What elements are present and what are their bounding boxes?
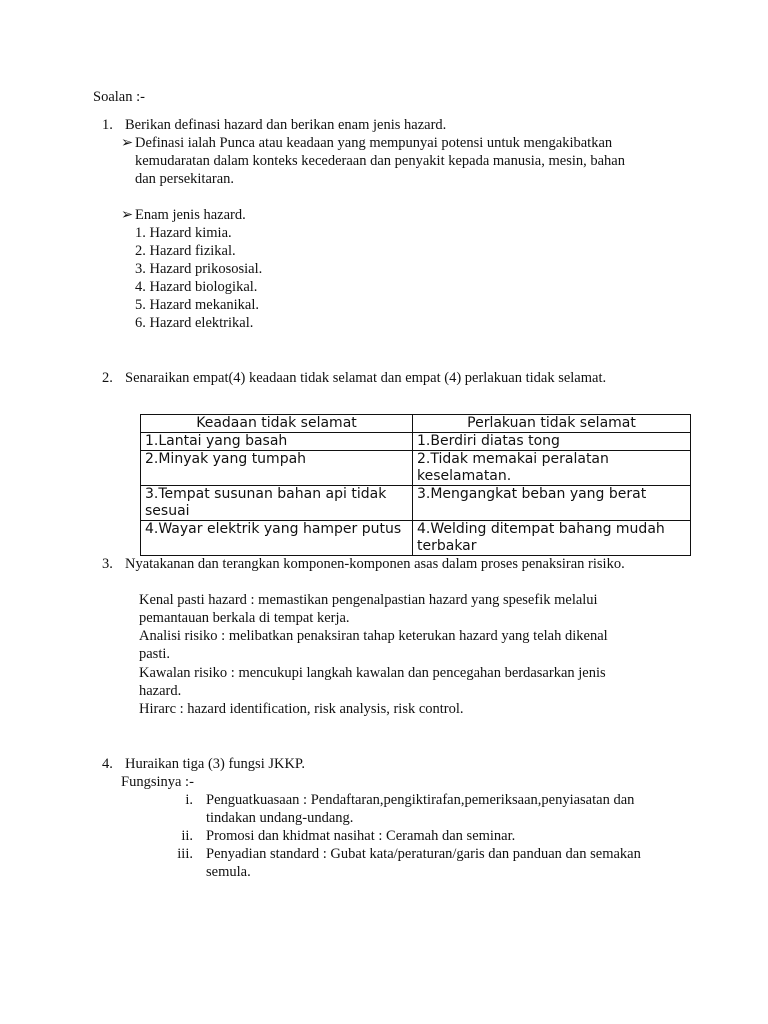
arrow-bullet-icon: ➢ [121,135,134,151]
hazard-list-item: 3. Hazard prikososial. [135,261,263,277]
q1-bullet-types [121,206,246,224]
q1-bullet-definition [121,134,612,152]
q3-line: pemantauan berkala di tempat kerja. [139,610,350,626]
q3-line: Kawalan risiko : mencukupi langkah kawalan dan pencegahan berdasarkan jenis [139,665,606,681]
table-cell: 1.Berdiri diatas tong [413,433,691,451]
q3-line: hazard. [139,683,182,699]
q4-subheading: Fungsinya :- [121,774,194,790]
q3-line: pasti. [139,646,171,662]
q4-item-line: Penyadian standard : Gubat kata/peraturan/garis dan panduan dan semakan [206,846,641,862]
q4-item-line: Penguatkuasaan : Pendaftaran,pengiktirafan,pemeriksaan,penyiasatan dan [206,792,635,808]
table-cell: 3.Tempat susunan bahan api tidak sesuai [141,486,413,521]
table-cell: 2.Tidak memakai peralatan keselamatan. [413,451,691,486]
q4-item-line: tindakan undang-undang. [206,810,354,826]
table-row [141,451,691,486]
table-row [141,433,691,451]
hazard-list-item: 2. Hazard fizikal. [135,243,236,259]
q3-question: Nyatakanan dan terangkan komponen-komponen asas dalam proses penaksiran risiko. [125,556,625,572]
q2-question: Senaraikan empat(4) keadaan tidak selamat dan empat (4) perlakuan tidak selamat. [125,370,607,386]
q4-question: Huraikan tiga (3) fungsi JKKP. [125,756,306,772]
hazard-list-item: 6. Hazard elektrikal. [135,315,254,331]
page-heading: Soalan :- [93,89,145,105]
q4-item-line: Promosi dan khidmat nasihat : Ceramah dan seminar. [206,828,516,844]
unsafe-conditions-table [140,414,691,556]
table-cell: 4.Wayar elektrik yang hamper putus [141,521,413,556]
q3-line: Kenal pasti hazard : memastikan pengenalpastian hazard yang spesefik melalui [139,592,598,608]
q1-definition-line-2: kemudaratan dalam konteks kecederaan dan penyakit kepada manusia, mesin, bahan [135,153,625,169]
q1-question: Berikan definasi hazard dan berikan enam jenis hazard. [125,117,447,133]
q1-definition-line-1: Definasi ialah Punca atau keadaan yang mempunyai potensi untuk mengakibatkan [135,135,613,151]
table-cell: 3.Mengangkat beban yang berat [413,486,691,521]
hazard-list-item: 5. Hazard mekanikal. [135,297,260,313]
q3-line: Hirarc : hazard identification, risk analysis, risk control. [139,701,464,717]
arrow-bullet-icon: ➢ [121,207,134,223]
table-row [141,486,691,521]
q4-item-number: ii. [181,828,193,844]
q2-number: 2. [102,370,113,386]
table-cell: 1.Lantai yang basah [141,433,413,451]
table-header-row [141,415,691,433]
q1-number: 1. [102,117,113,133]
q1-definition-line-3: dan persekitaran. [135,171,235,187]
q1-types-title: Enam jenis hazard. [135,207,246,223]
q4-item-line: semula. [206,864,251,880]
table-header-cell: Keadaan tidak selamat [141,415,413,433]
q4-item-number: i. [185,792,193,808]
q4-item-number: iii. [177,846,193,862]
hazard-list-item: 1. Hazard kimia. [135,225,232,241]
q3-number: 3. [102,556,113,572]
q4-number: 4. [102,756,113,772]
hazard-list-item: 4. Hazard biologikal. [135,279,258,295]
table-row [141,521,691,556]
table-header-cell: Perlakuan tidak selamat [413,415,691,433]
q3-line: Analisi risiko : melibatkan penaksiran tahap keterukan hazard yang telah dikenal [139,628,608,644]
table-cell: 2.Minyak yang tumpah [141,451,413,486]
table-cell: 4.Welding ditempat bahang mudah terbakar [413,521,691,556]
